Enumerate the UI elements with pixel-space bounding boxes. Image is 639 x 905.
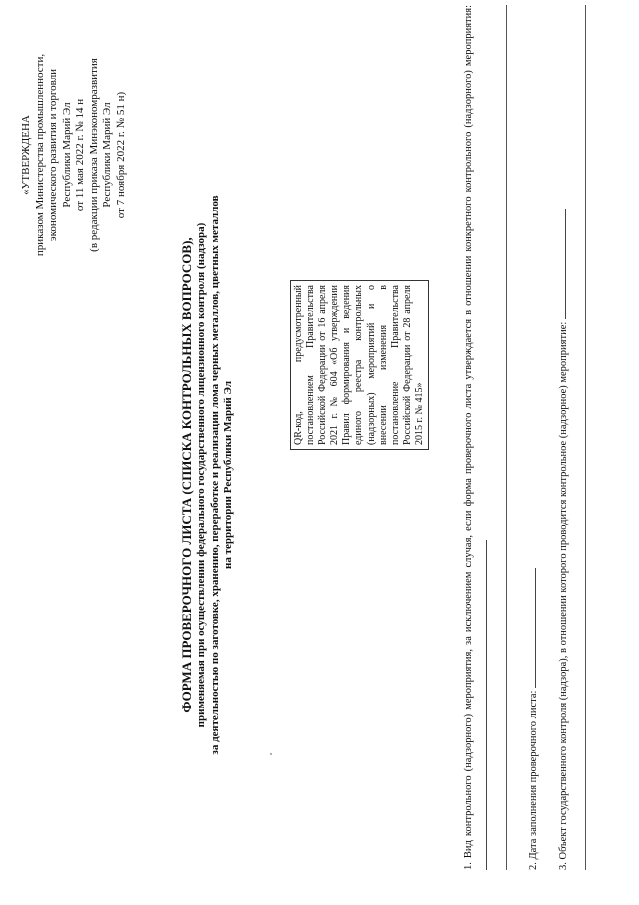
question-2-text: 2. Дата заполнения проверочного листа: (528, 690, 539, 870)
approval-line: (в редакции приказа Минэкономразвития (87, 58, 100, 252)
approval-line: приказом Министерства промышленности, (33, 53, 46, 257)
qr-code-box (290, 280, 429, 450)
approval-line: от 11 мая 2022 г. № 14 н (74, 98, 86, 212)
approval-line: Республики Марий Эл (60, 102, 73, 208)
form-title-sub: на территории Республики Марий Эл (222, 381, 234, 569)
answer-line-3[interactable] (585, 5, 586, 870)
form-title-sub: применяемая при осуществлении федерального государственного лицензионного контроля (надзора) (195, 222, 207, 728)
question-3 (555, 209, 571, 870)
question-2 (525, 568, 541, 870)
answer-field-3[interactable] (555, 209, 566, 319)
answer-field-1[interactable] (476, 540, 487, 870)
form-title-sub: за деятельностью по заготовке, хранению, переработке и реализации лома черных металлов, цветных металлов (208, 195, 221, 755)
question-3-text: 3. Объект государственного контроля (надзора), в отношении которого проводится контрольное (надзорное) мероприятие: (558, 321, 569, 870)
answer-field-2[interactable] (525, 568, 536, 688)
answer-line-1[interactable] (506, 5, 507, 870)
approval-line: «УТВЕРЖДЕНА (20, 115, 32, 195)
approval-line: Республики Марий Эл (101, 102, 113, 208)
form-title-main: ФОРМА ПРОВЕРОЧНОГО ЛИСТА (СПИСКА КОНТРОЛЬНЫХ ВОПРОСОВ), (179, 237, 194, 713)
scan-speck (270, 753, 272, 755)
qr-code-note: QR-код, предусмотренный постановлением Правительства Российской Федерации от 16 апреля 2021 г. № 604 «Об утверждении Правил формирования и ведения единого реестра контрольных (надзорных) мероприятий и о внесении изменения в постановление Правительства Российской Федерации от 28 апреля 2015 г. № 415» (293, 285, 425, 445)
approval-line: экономического развития и торговли (47, 68, 59, 242)
question-1 (462, 5, 492, 870)
question-1-text: 1. Вид контрольного (надзорного) мероприятия, за исключением случая, если форма проверочного листа утверждается в отношении конкретного контрольного (надзорного) мероприятия: (463, 5, 474, 870)
approval-line: от 7 ноября 2022 г. № 51 н) (114, 91, 127, 219)
form-title (178, 125, 236, 825)
approval-stamp (20, 45, 128, 265)
